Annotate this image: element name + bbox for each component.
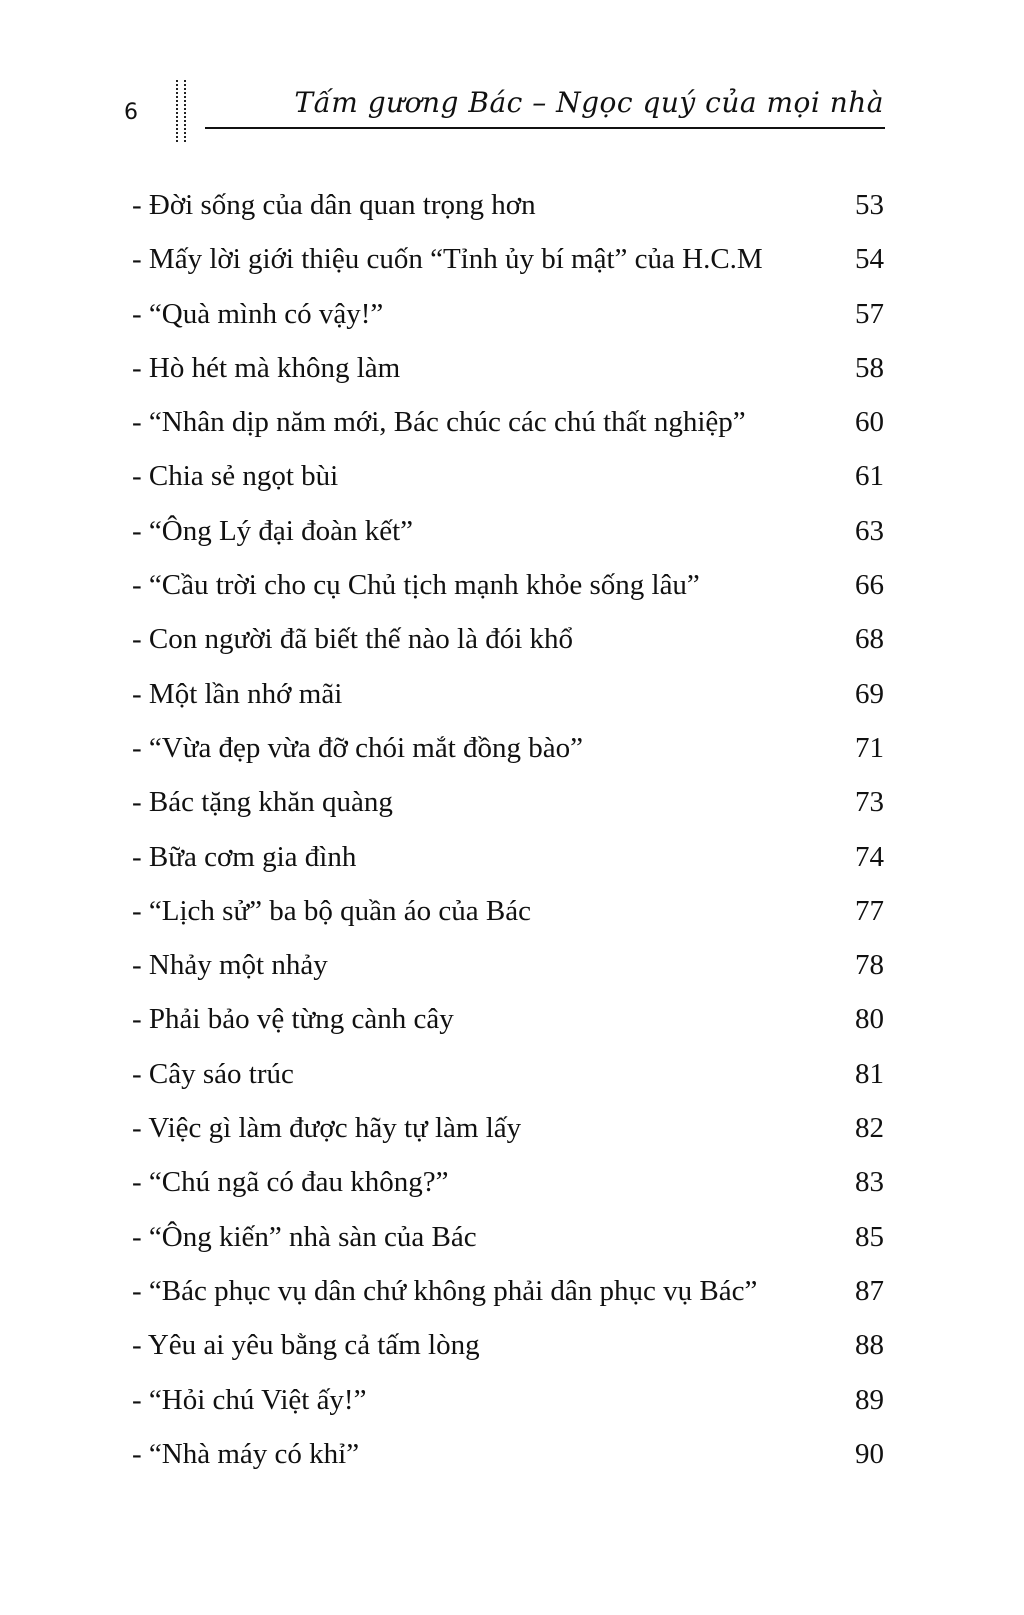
header-rule	[205, 127, 885, 129]
toc-entry[interactable]	[132, 782, 884, 836]
toc-entry[interactable]	[132, 1108, 884, 1162]
toc-entry-title: - “Chú ngã có đau không?”	[132, 1166, 449, 1199]
toc-entry-title: - Một lần nhớ mãi	[132, 677, 343, 710]
toc-entry[interactable]	[132, 837, 884, 891]
toc-entry-title: - Đời sống của dân quan trọng hơn	[132, 189, 536, 221]
toc-entry[interactable]	[132, 1380, 884, 1434]
toc-entry-title: - Con người đã biết thế nào là đói khổ	[132, 623, 574, 656]
toc-entry-page: 83	[855, 1166, 884, 1199]
toc-entry-page: 74	[855, 840, 884, 873]
toc-entry-title: - Bữa cơm gia đình	[132, 840, 357, 873]
toc-entry-title: - Bác tặng khăn quàng	[132, 786, 393, 819]
page-number: 6	[124, 100, 138, 125]
toc-entry-title: - “Hỏi chú Việt ấy!”	[132, 1383, 367, 1416]
toc-entry-page: 71	[855, 731, 884, 764]
toc-entry[interactable]	[132, 999, 884, 1053]
toc-entry[interactable]	[132, 619, 884, 673]
toc-entry[interactable]	[132, 294, 884, 348]
toc-entry-title: - Cây sáo trúc	[132, 1057, 294, 1090]
toc-entry-page: 58	[855, 351, 884, 384]
toc-entry-page: 78	[855, 949, 884, 982]
toc-entry[interactable]	[132, 728, 884, 782]
toc-entry[interactable]	[132, 1162, 884, 1216]
toc-entry-page: 57	[855, 297, 884, 330]
toc-entry-title: - Việc gì làm được hãy tự làm lấy	[132, 1112, 522, 1145]
toc-entry[interactable]	[132, 1325, 884, 1379]
toc-entry-page: 60	[855, 406, 884, 439]
toc-entry-page: 80	[855, 1003, 884, 1036]
toc-entry[interactable]	[132, 402, 884, 456]
toc-entry-page: 89	[855, 1383, 884, 1416]
toc-entry-title: - Mấy lời giới thiệu cuốn “Tỉnh ủy bí mật” của H.C.M	[132, 243, 763, 276]
toc-entry-title: - Phải bảo vệ từng cành cây	[132, 1003, 454, 1036]
toc-entry-title: - “Quà mình có vậy!”	[132, 297, 384, 330]
toc-entry-page: 69	[855, 677, 884, 710]
toc-entry-page: 82	[855, 1112, 884, 1145]
page-header	[0, 0, 1024, 160]
toc-entry[interactable]	[132, 945, 884, 999]
toc-entry-page: 85	[855, 1220, 884, 1253]
toc-entry-page: 87	[855, 1274, 884, 1307]
toc-entry-page: 73	[855, 786, 884, 819]
toc-entry-page: 66	[855, 569, 884, 602]
table-of-contents	[132, 185, 884, 1488]
toc-entry-title: - “Nhà máy có khỉ”	[132, 1437, 360, 1470]
toc-entry[interactable]	[132, 1054, 884, 1108]
toc-entry-page: 81	[855, 1057, 884, 1090]
toc-entry-page: 77	[855, 894, 884, 927]
running-title: Tấm gương Bác – Ngọc quý của mọi nhà	[294, 86, 884, 119]
toc-entry[interactable]	[132, 565, 884, 619]
toc-entry[interactable]	[132, 1434, 884, 1488]
toc-entry-title: - “Cầu trời cho cụ Chủ tịch mạnh khỏe sống lâu”	[132, 569, 700, 602]
toc-entry-title: - Chia sẻ ngọt bùi	[132, 460, 339, 493]
toc-entry-title: - “Ông kiến” nhà sàn của Bác	[132, 1220, 477, 1253]
toc-entry-title: - “Bác phục vụ dân chứ không phải dân phục vụ Bác”	[132, 1274, 758, 1307]
toc-entry[interactable]	[132, 1271, 884, 1325]
toc-entry-title: - “Nhân dịp năm mới, Bác chúc các chú thất nghiệp”	[132, 406, 746, 439]
toc-entry-title: - Nhảy một nhảy	[132, 949, 328, 982]
toc-entry[interactable]	[132, 674, 884, 728]
toc-entry[interactable]	[132, 185, 884, 239]
toc-entry-page: 68	[855, 623, 884, 656]
toc-entry[interactable]	[132, 511, 884, 565]
toc-entry-page: 90	[855, 1437, 884, 1470]
toc-entry-title: - “Vừa đẹp vừa đỡ chói mắt đồng bào”	[132, 731, 584, 764]
toc-entry-title: - Hò hét mà không làm	[132, 351, 401, 384]
toc-entry-page: 54	[855, 243, 884, 276]
toc-entry-title: - Yêu ai yêu bằng cả tấm lòng	[132, 1329, 480, 1362]
toc-entry[interactable]	[132, 456, 884, 510]
toc-entry-page: 53	[855, 189, 884, 221]
toc-entry-title: - “Ông Lý đại đoàn kết”	[132, 514, 414, 547]
toc-entry-page: 88	[855, 1329, 884, 1362]
toc-entry[interactable]	[132, 348, 884, 402]
toc-entry[interactable]	[132, 1217, 884, 1271]
toc-entry-page: 63	[855, 514, 884, 547]
toc-entry-title: - “Lịch sử” ba bộ quần áo của Bác	[132, 894, 531, 927]
header-ornament-divider	[176, 80, 186, 142]
toc-entry-page: 61	[855, 460, 884, 493]
toc-entry[interactable]	[132, 239, 884, 293]
toc-entry[interactable]	[132, 891, 884, 945]
